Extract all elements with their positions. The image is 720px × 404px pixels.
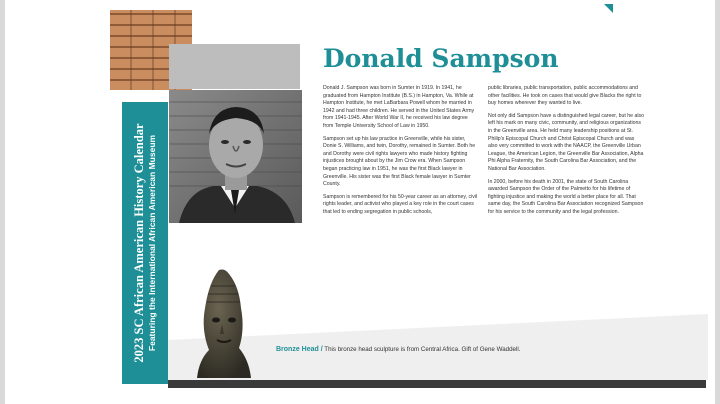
- bronze-head-image: [189, 268, 257, 380]
- article-column-1: [323, 85, 479, 222]
- left-letterbox: [0, 0, 5, 404]
- calendar-subtitle: Featuring the International African American Museum: [147, 134, 157, 352]
- right-letterbox: [715, 0, 720, 404]
- paragraph: Not only did Sampson have a distinguished legal career, but he also left his mark on many civic, community, and religious organizations in the Greenville area. He held many leadership positions at St. Philip's Episcopal Church and Christ Episcopal Church and was also very committed to work with the NAACP, the Greenville Urban League, the American Legion, the Greenville Bar Association, Alpha Phi Alpha Fraternity, the South Carolina Bar Association, and the National Bar Association.: [488, 112, 645, 172]
- paragraph: public libraries, public transportation, public accommodations and other facilities. He took on cases that would give Blacks the right to buy homes wherever they wanted to live.: [488, 85, 642, 107]
- portrait-photo: [169, 90, 302, 223]
- image-caption: [276, 346, 520, 354]
- portrait-illustration: [169, 90, 302, 223]
- gray-accent-block: [169, 44, 300, 89]
- sidebar-text-wrap: [122, 102, 168, 384]
- page-title: Donald Sampson: [323, 44, 559, 73]
- caption-text: This bronze head sculpture is from Central Africa. Gift of Gene Waddell.: [324, 346, 521, 353]
- corner-mark-icon: [604, 4, 613, 13]
- calendar-title: 2023 SC African American History Calendar: [132, 123, 146, 363]
- paragraph: Sampson is remembered for his 50-year career as an attorney, civil rights leader, and activist who played a key role in the court cases that led to ending segregation in public schools,: [323, 193, 478, 215]
- paragraph: In 2000, before his death in 2001, the state of South Carolina awarded Sampson the Order of the Palmetto for his lifetime of fighting injustice and making the world a better place for all. That same day, the South Carolina Bar Association recognized Sampson for his service to the community and the legal profession.: [488, 178, 644, 215]
- caption-title: Bronze Head /: [276, 346, 323, 353]
- sidebar-vertical-text: [132, 102, 158, 384]
- article-column-2: [488, 85, 644, 222]
- paragraph: Sampson set up his law practice in Greenville, while his sister, Donie S. Williams, and twin, Dorothy, remained in Sumter. Both he and Dorothy were civil rights lawyers who made history fighting injustices brought about by the Jim Crow era. When Sampson began practicing law in 1951, he was the first Black lawyer in Greenville. His sister was the first Black female lawyer in Sumter County.: [323, 135, 476, 188]
- paragraph: Donald J. Sampson was born in Sumter in 1919. In 1941, he graduated from Hampton Institute (B.S.) in Hampton, Va. While at Hampton Institute, he met LaBarbara Powell whom he married in 1942 and had three children. He served in the United States Army from 1941-1945. After World War II, he received his law degree from Temple University School of Law in 1950.: [323, 85, 475, 129]
- dark-footer-band: [168, 380, 706, 388]
